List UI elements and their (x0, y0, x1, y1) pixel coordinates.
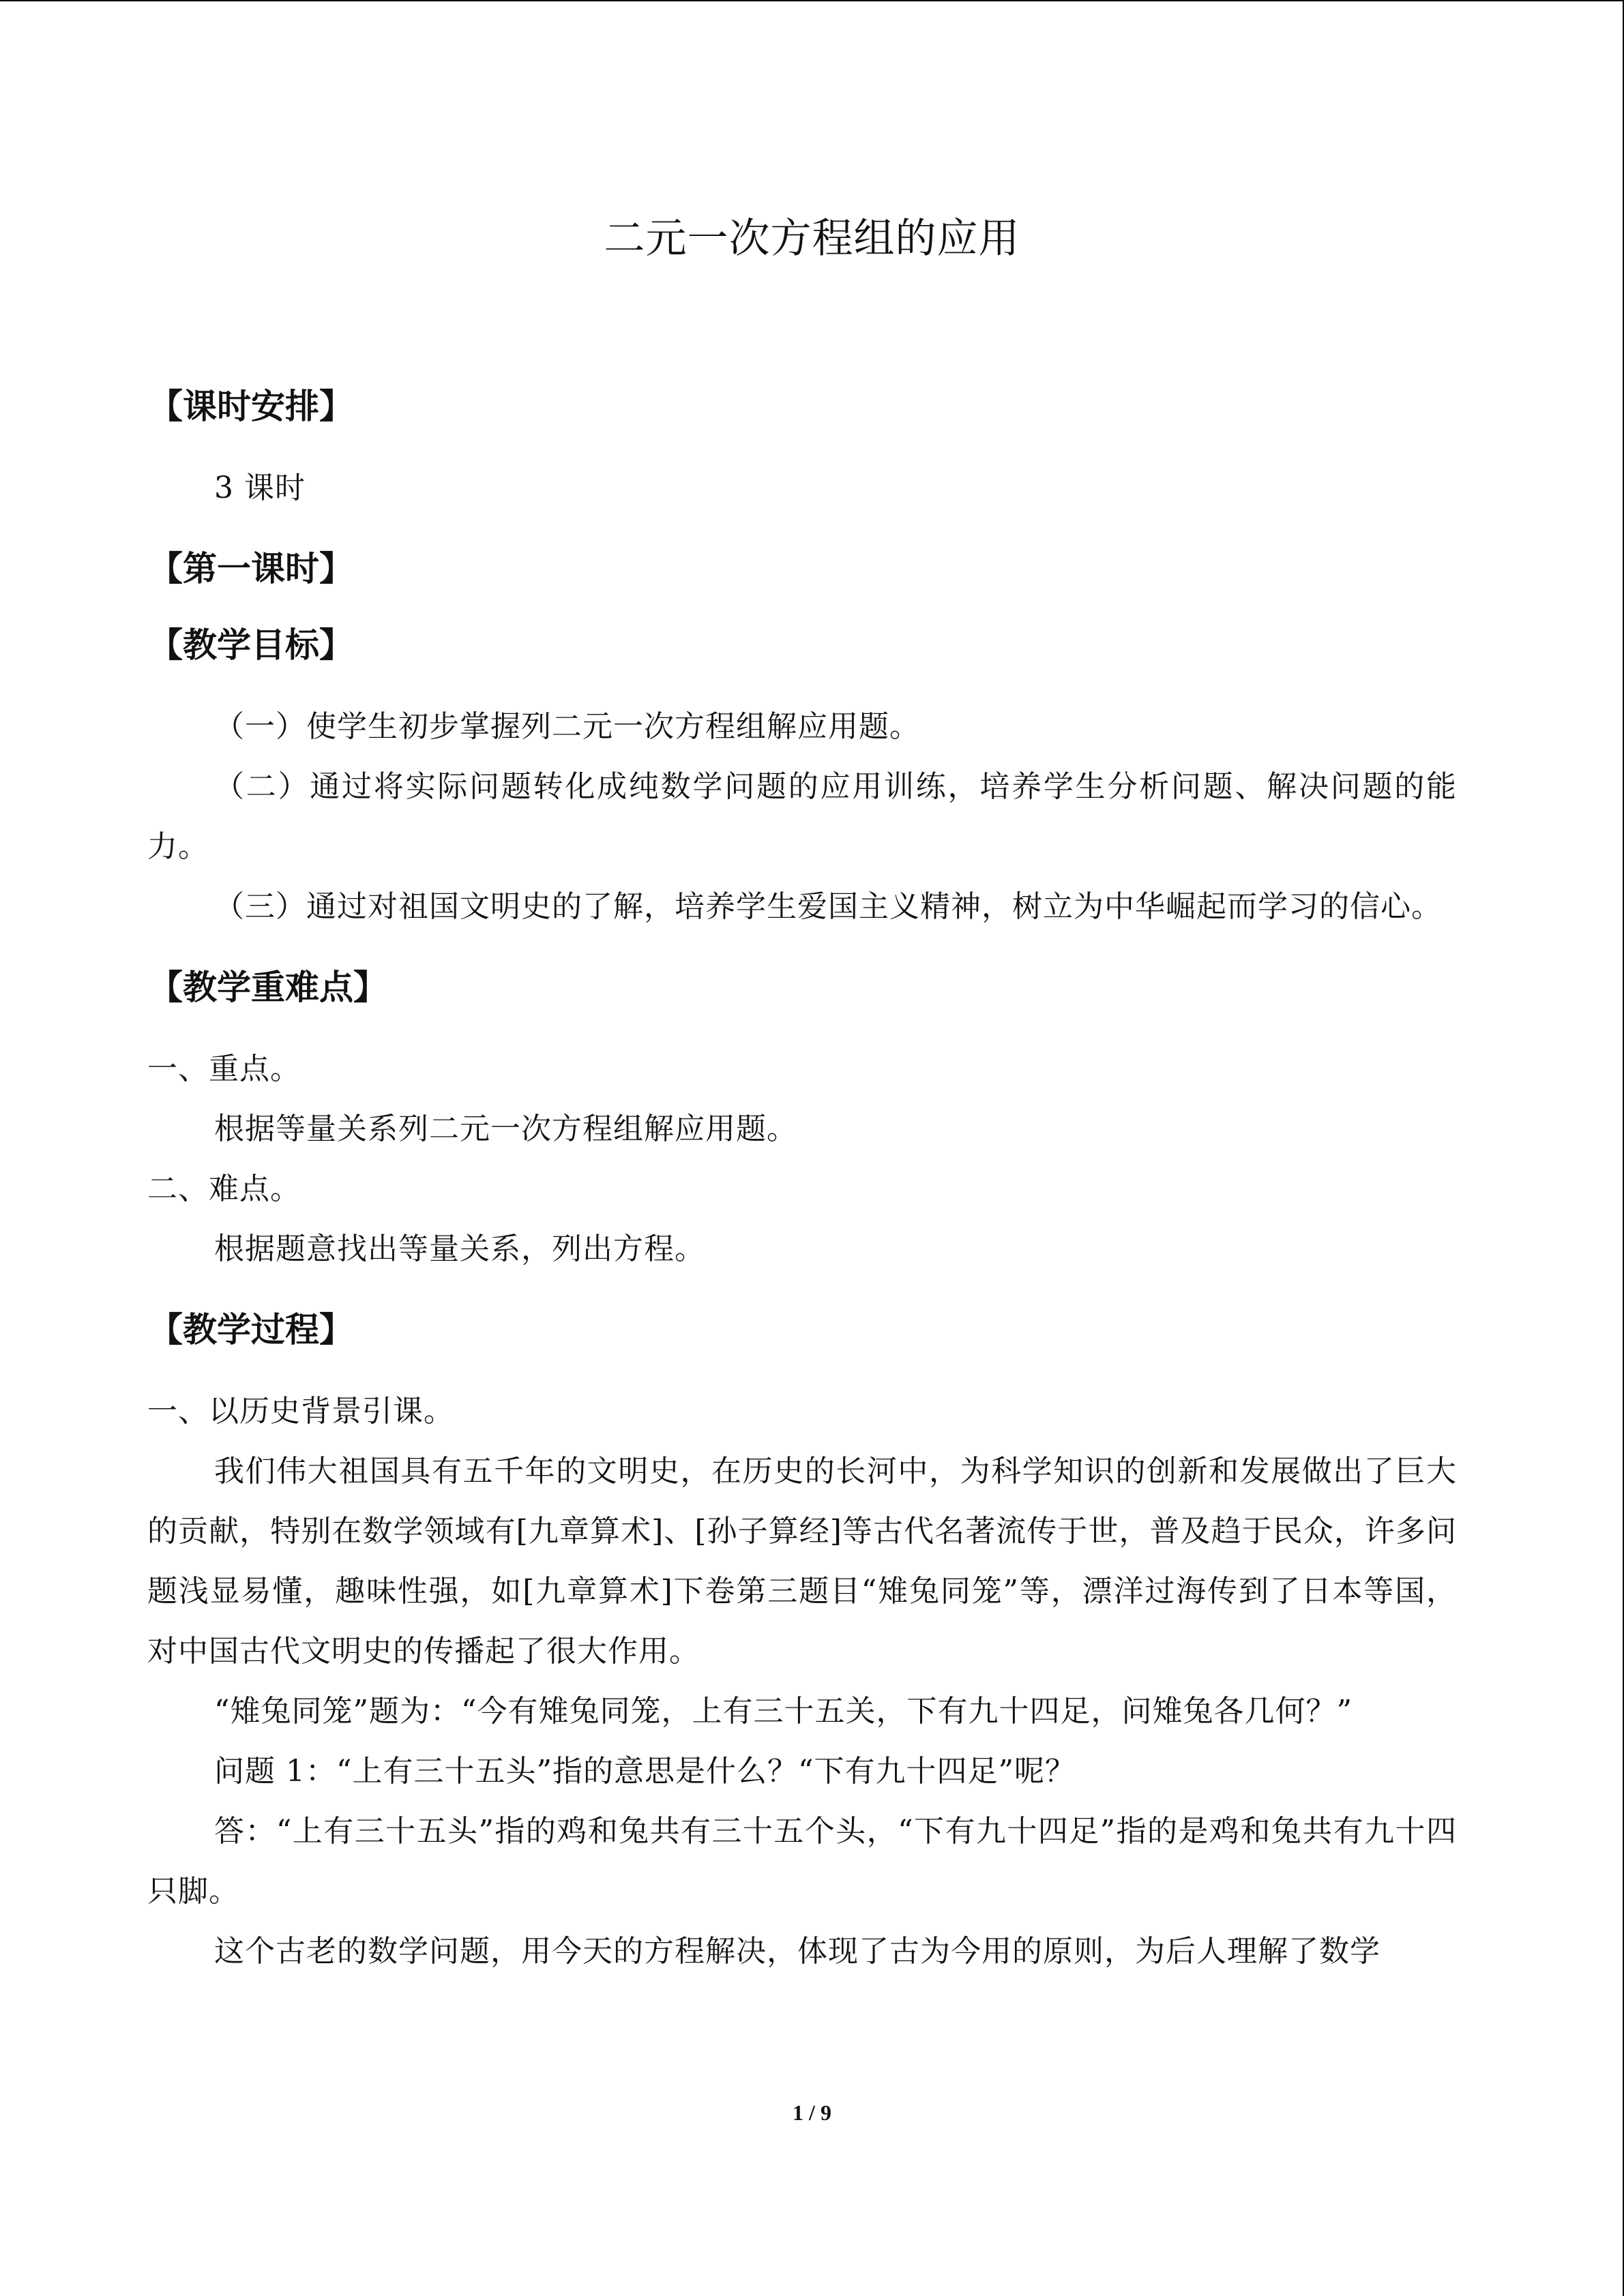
section-heading-first-lesson: 【第一课时】 (149, 548, 353, 588)
paragraph: 我们伟大祖国具有五千年的文明史，在历史的长河中，为科学知识的创新和发展做出了巨大的贡献，特别在数学领域有[九章算术]、[孙子算经]等古代名著流传于世，普及趋于民众，许多问题浅显易懂，趣味性强，如[九章算术]下卷第三题目“雉兔同笼”等，漂洋过海传到了日本等国，对中国古代文明史的传播起了很大作用。 (147, 1454, 1457, 1669)
section-heading-schedule: 【课时安排】 (149, 386, 353, 426)
paragraph: 这个古老的数学问题，用今天的方程解决，体现了古为今用的原则，为后人理解了数学 (214, 1934, 1381, 1969)
document-body (147, 382, 1457, 1982)
document-title: 二元一次方程组的应用 (604, 215, 1020, 263)
list-heading: 一、以历史背景引课。 (147, 1394, 454, 1429)
paragraph: 问题 1：“上有三十五头”指的意思是什么？“下有九十四足”呢？ (214, 1754, 1076, 1789)
section-heading-process: 【教学过程】 (149, 1309, 353, 1350)
paragraph: （三）通过对祖国文明史的了解，培养学生爱国主义精神，树立为中华崛起而学习的信心。 (214, 889, 1442, 924)
paragraph: （一）使学生初步掌握列二元一次方程组解应用题。 (214, 709, 920, 744)
section-heading-key-points: 【教学重难点】 (149, 967, 387, 1007)
list-heading: 二、难点。 (147, 1172, 301, 1206)
paragraph: （二）通过将实际问题转化成纯数学问题的应用训练，培养学生分析问题、解决问题的能力。 (147, 769, 1457, 864)
paragraph: “雉兔同笼”题为：“今有雉兔同笼，上有三十五关，下有九十四足，问雉兔各几何？” (214, 1694, 1353, 1729)
list-heading: 一、重点。 (147, 1052, 301, 1086)
paragraph: 3 课时 (214, 471, 306, 505)
paragraph: 根据题意找出等量关系，列出方程。 (214, 1232, 705, 1266)
section-heading-objectives: 【教学目标】 (149, 625, 353, 665)
paragraph: 答：“上有三十五头”指的鸡和兔共有三十五个头，“下有九十四足”指的是鸡和兔共有九十四只脚。 (147, 1814, 1457, 1909)
top-border (0, 0, 1624, 1)
paragraph: 根据等量关系列二元一次方程组解应用题。 (214, 1112, 797, 1146)
page-number: 1 / 9 (793, 2100, 831, 2125)
